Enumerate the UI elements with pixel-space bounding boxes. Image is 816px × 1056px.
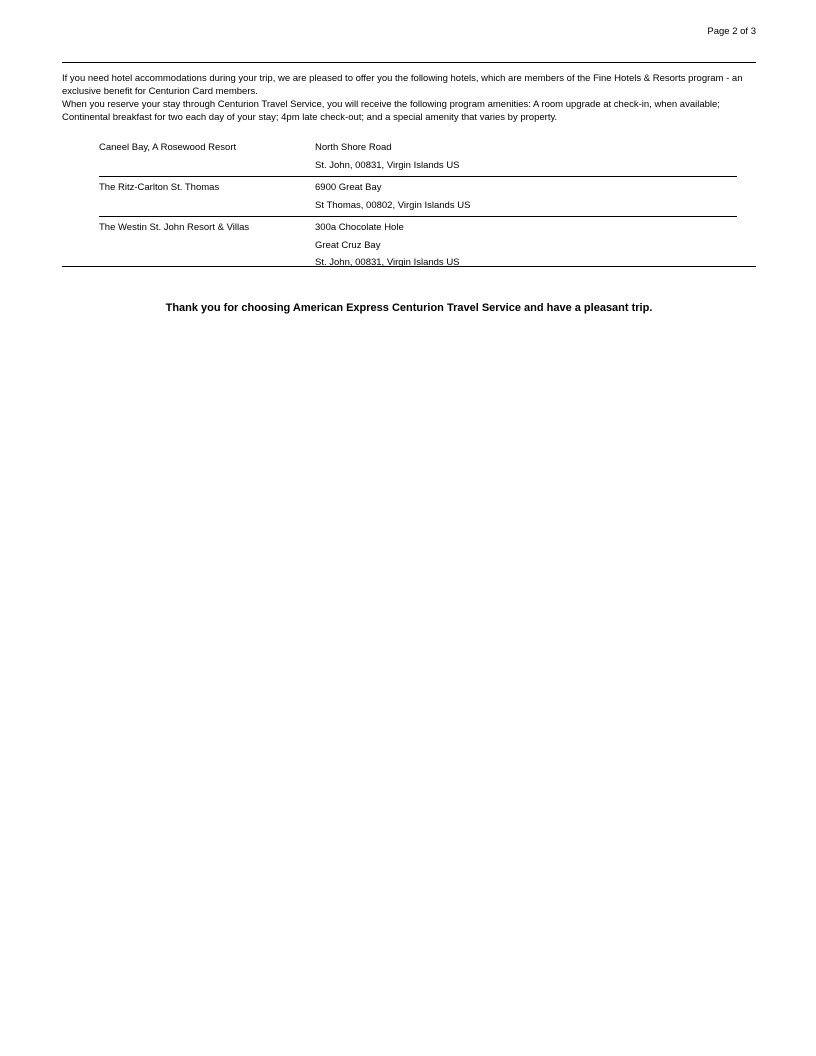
intro-paragraph-2: When you reserve your stay through Centurion Travel Service, you will receive the following program amenities: A room upgrade at check-in, when available; Continental breakfast for two each day of your stay; 4pm late check-out; and a special amenity that varies by property. (62, 99, 720, 123)
hotel-name: The Westin St. John Resort & Villas (99, 222, 250, 233)
hotel-name: Caneel Bay, A Rosewood Resort (99, 142, 237, 153)
address-line: North Shore Road (315, 142, 392, 153)
address-line: St. John, 00831, Virgin Islands US (315, 159, 460, 171)
address-line: Great Cruz Bay (315, 239, 381, 251)
hotel-address (315, 219, 737, 272)
hotel-row (99, 177, 737, 217)
page-number: Page 2 of 3 (707, 26, 756, 37)
thank-you-message: Thank you for choosing American Express Centurion Travel Service and have a pleasant trip. (165, 302, 653, 314)
address-line: 300a Chocolate Hole (315, 222, 404, 233)
intro-paragraph-1: If you need hotel accommodations during your trip, we are pleased to offer you the following hotels, which are members of the Fine Hotels & Resorts program - an exclusive benefit for Centurion Card members. (62, 73, 743, 97)
address-line: St. John, 00831, Virgin Islands US (315, 257, 460, 268)
top-divider (62, 62, 756, 63)
hotel-row (99, 137, 737, 177)
hotel-name: The Ritz-Carlton St. Thomas (99, 182, 220, 193)
hotel-list (99, 137, 737, 274)
intro-text (62, 72, 762, 124)
address-line: St Thomas, 00802, Virgin Islands US (315, 199, 471, 211)
hotel-address (315, 139, 737, 174)
address-line: 6900 Great Bay (315, 182, 382, 193)
hotel-address (315, 179, 737, 214)
bottom-divider (62, 266, 756, 267)
